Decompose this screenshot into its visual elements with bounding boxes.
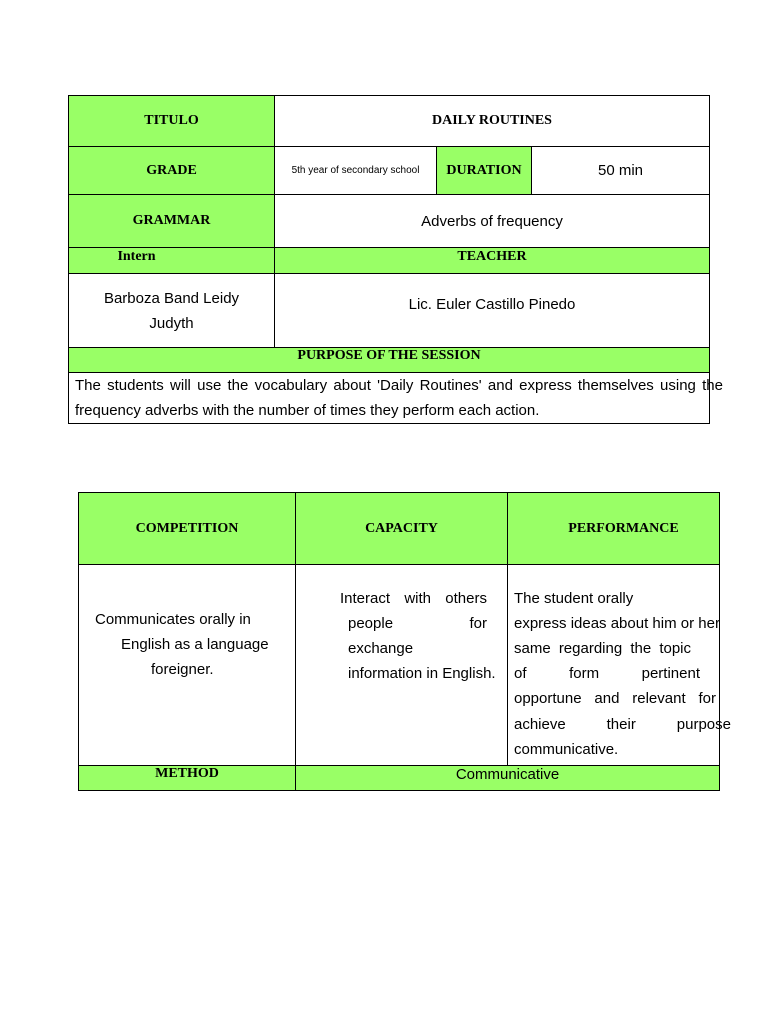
- purpose-label: PURPOSE OF THE SESSION: [68, 347, 710, 373]
- word: topic: [659, 640, 691, 657]
- capacity-line: information in English.: [348, 665, 496, 682]
- competition-line: English as a language: [121, 636, 269, 653]
- word: form: [569, 665, 600, 682]
- competition-value: [78, 564, 296, 766]
- capacity-line: [340, 586, 487, 611]
- capacity-label: CAPACITY: [295, 492, 508, 565]
- word: same: [514, 640, 551, 657]
- purpose-text: The students will use the vocabulary about 'Daily Routines' and express themselves using the frequency adverbs with the number of times they perform each action.: [75, 377, 723, 419]
- purpose-value: [68, 372, 723, 424]
- word: others: [445, 590, 487, 607]
- grade-value: 5th year of secondary school: [274, 146, 437, 195]
- performance-line: express ideas about him or her: [514, 615, 720, 632]
- word: relevant: [632, 690, 686, 707]
- performance-line: [514, 712, 731, 737]
- performance-line: [514, 686, 716, 711]
- performance-line: The student orally: [514, 590, 634, 607]
- intern-label: Intern: [68, 247, 275, 274]
- word: for: [698, 690, 716, 707]
- word: people: [348, 615, 394, 632]
- word: for: [469, 615, 487, 632]
- performance-label: PERFORMANCE: [507, 492, 720, 565]
- titulo-value: DAILY ROUTINES: [274, 95, 710, 147]
- grammar-value: Adverbs of frequency: [274, 194, 710, 248]
- performance-line: communicative.: [514, 741, 619, 758]
- grammar-label: GRAMMAR: [68, 194, 275, 248]
- teacher-name: Lic. Euler Castillo Pinedo: [274, 273, 710, 348]
- word: their: [606, 716, 636, 733]
- intern-name: [68, 273, 275, 348]
- capacity-line: [348, 611, 487, 636]
- capacity-line: exchange: [348, 640, 414, 657]
- word: of: [514, 665, 527, 682]
- method-value: Communicative: [295, 765, 720, 791]
- performance-line: [514, 661, 700, 686]
- word: the: [630, 640, 652, 657]
- word: achieve: [514, 716, 566, 733]
- titulo-label: TITULO: [68, 95, 275, 147]
- intern-name-line-1: Barboza Band Leidy: [103, 289, 240, 307]
- word: and: [594, 690, 620, 707]
- capacity-value: [295, 564, 508, 766]
- word: opportune: [514, 690, 582, 707]
- teacher-label: TEACHER: [274, 247, 710, 274]
- word: purpose: [676, 716, 731, 733]
- intern-name-line-2: Judyth: [149, 314, 194, 332]
- performance-line: [514, 636, 691, 661]
- competition-label: COMPETITION: [78, 492, 296, 565]
- competition-line: Communicates orally in: [95, 611, 251, 628]
- competition-line: foreigner.: [151, 661, 214, 678]
- word: Interact: [340, 590, 391, 607]
- grade-label: GRADE: [68, 146, 275, 195]
- duration-value: 50 min: [531, 146, 710, 195]
- word: pertinent: [641, 665, 700, 682]
- performance-value: [507, 564, 731, 766]
- word: regarding: [558, 640, 623, 657]
- word: with: [404, 590, 431, 607]
- duration-label: DURATION: [436, 146, 532, 195]
- method-label: METHOD: [78, 765, 296, 791]
